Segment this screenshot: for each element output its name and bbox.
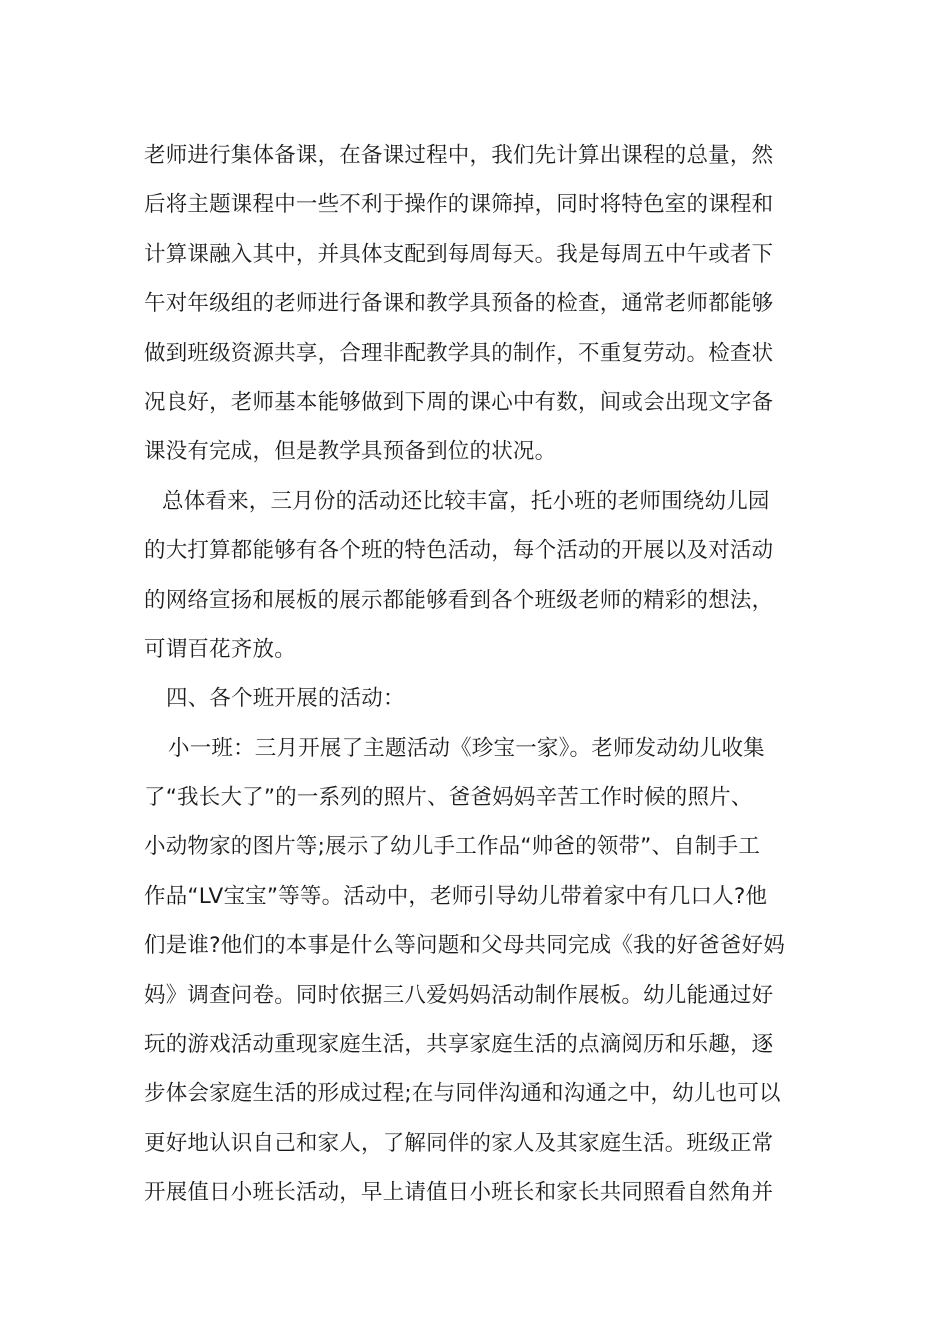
text-line: 的网络宣扬和展板的展示都能够看到各个班级老师的精彩的想法， [144, 587, 774, 613]
text-line: 可谓百花齐放。 [144, 636, 296, 662]
paragraph-start-line: 总体看来，三月份的活动还比较丰富，托小班的老师围绕幼儿园 [162, 488, 770, 514]
text-line: 老师进行集体备课，在备课过程中，我们先计算出课程的总量，然 [144, 143, 774, 168]
section-heading: 四、各个班开展的活动： [166, 686, 405, 712]
text-line: 作品“LV宝宝”等等。活动中，老师引导幼儿带着家中有几口人?他 [144, 883, 768, 909]
text-line: 了“我长大了”的一系列的照片、爸爸妈妈辛苦工作时候的照片、 [144, 785, 753, 811]
text-line: 妈》调查问卷。同时依据三八爱妈妈活动制作展板。幼儿能通过好 [144, 982, 774, 1008]
body-text [144, 131, 814, 1218]
text-line: 午对年级组的老师进行备课和教学具预备的检查，通常老师都能够 [144, 291, 774, 317]
text-line: 玩的游戏活动重现家庭生活，共享家庭生活的点滴阅历和乐趣，逐 [144, 1032, 774, 1058]
text-line: 们是谁?他们的本事是什么等问题和父母共同完成《我的好爸爸好妈 [144, 933, 785, 959]
text-line: 课没有完成，但是教学具预备到位的状况。 [144, 439, 557, 465]
text-line: 小动物家的图片等;展示了幼儿手工作品“帅爸的领带”、自制手工 [144, 834, 761, 860]
text-line: 况良好，老师基本能够做到下周的课心中有数，间或会出现文字备 [144, 389, 774, 415]
text-line: 的大打算都能够有各个班的特色活动，每个活动的开展以及对活动 [144, 538, 774, 564]
text-line: 计算课融入其中，并具体支配到每周每天。我是每周五中午或者下 [144, 241, 774, 267]
text-line: 做到班级资源共享，合理非配教学具的制作，不重复劳动。检查状 [144, 340, 774, 366]
text-line: 更好地认识自己和家人，了解同伴的家人及其家庭生活。班级正常 [144, 1130, 774, 1156]
text-line: 开展值日小班长活动，早上请值日小班长和家长共同照看自然角并 [144, 1180, 774, 1206]
text-line: 步体会家庭生活的形成过程;在与同伴沟通和沟通之中，幼儿也可以 [144, 1081, 781, 1107]
paragraph-start-line: 小一班：三月开展了主题活动《珍宝一家》。老师发动幼儿收集 [168, 735, 765, 761]
text-line: 后将主题课程中一些不利于操作的课筛掉，同时将特色室的课程和 [144, 192, 774, 218]
